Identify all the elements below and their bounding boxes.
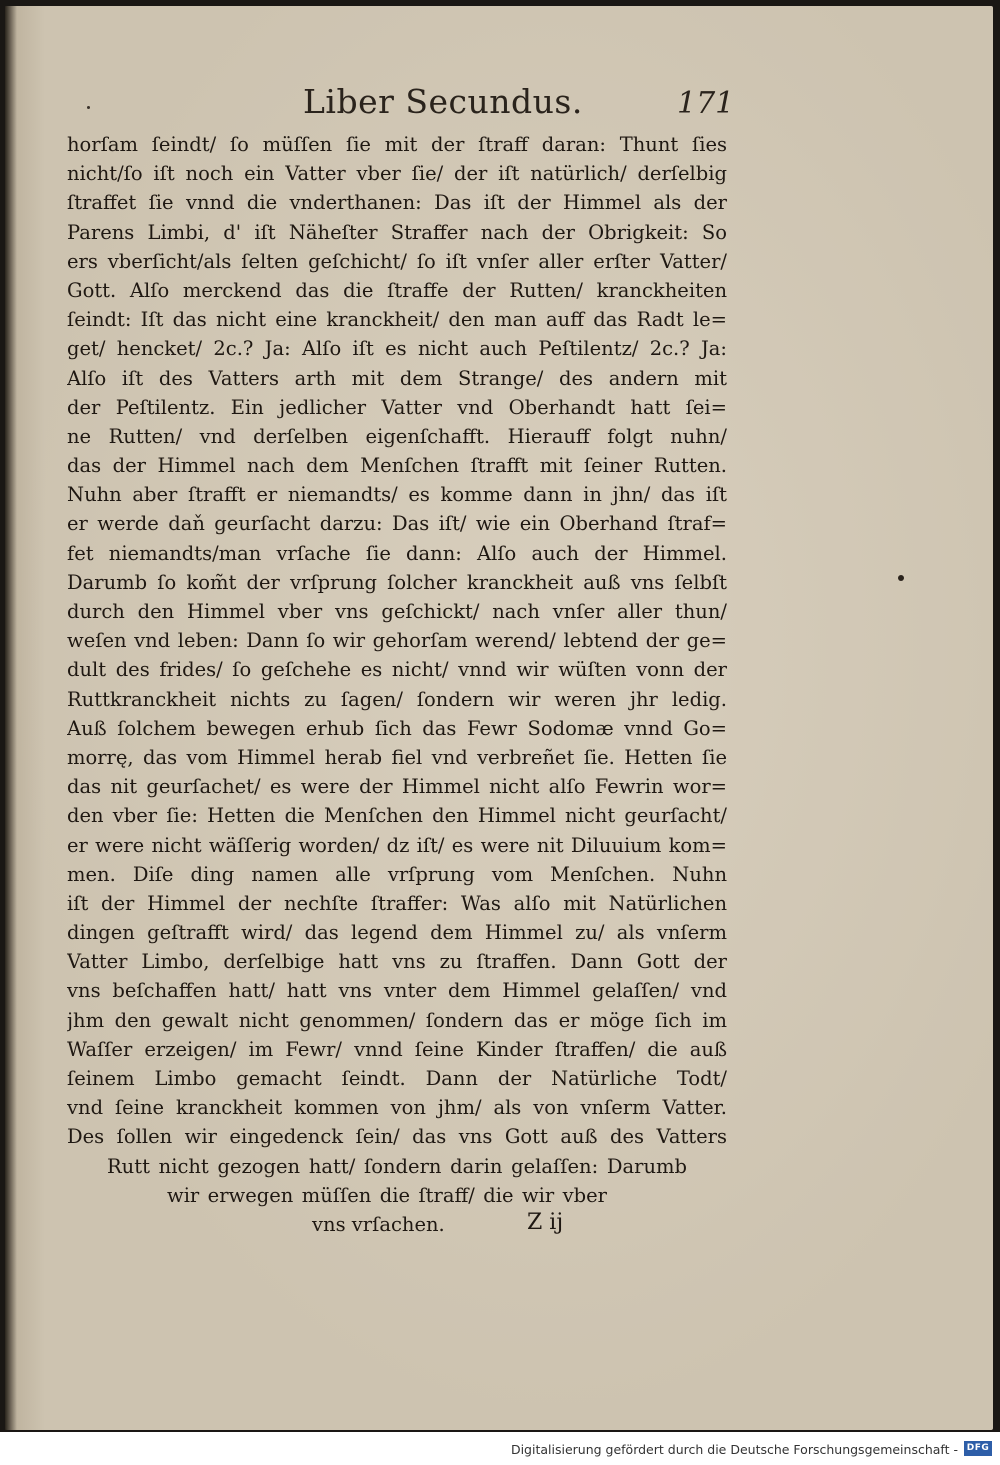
text-line: ers vberſicht/als ſelten geſchicht/ ſo iſt vnſer aller erſter Vatter/	[67, 249, 727, 273]
text-line: Vatter Limbo, derſelbige hatt vns zu ſtraffen. Dann Gott der	[67, 950, 727, 974]
digitization-footer	[0, 1436, 1000, 1465]
text-line: jhm den gewalt nicht genommen/ ſondern das er möge ſich im	[67, 1008, 727, 1032]
page-number: 171	[677, 86, 735, 121]
text-line: nicht/ſo iſt noch ein Vatter vber ſie/ der iſt natürlich/ derſelbig	[67, 162, 727, 186]
text-line: ſeinem Limbo gemacht ſeindt. Dann der Natürliche Todt/	[67, 1067, 727, 1090]
text-line: Gott. Alſo merckend das die ſtraffe der Rutten/ kranckheiten	[67, 278, 727, 302]
dfg-logo: DFG	[964, 1441, 992, 1456]
text-line: das nit geurſachet/ es were der Himmel nicht alſo Fewrin wor=	[67, 775, 727, 799]
text-line: das der Himmel nach dem Menſchen ſtrafft mit ſeiner Rutten.	[67, 454, 727, 478]
signature-mark: Z ij	[527, 1210, 564, 1235]
text-line: Des ſollen wir eingedenck ſein/ das vns Gott auß des Vatters	[67, 1125, 727, 1149]
text-line: ſeindt: Iſt das nicht eine kranckheit/ den man auff das Radt le=	[67, 308, 727, 332]
running-title: Liber Secundus.	[303, 82, 583, 121]
text-line: er werde daň geurſacht darzu: Das iſt/ wie ein Oberhand ſtraf=	[67, 512, 727, 536]
text-line: Parens Limbi, d' iſt Näheſter Straffer nach der Obrigkeit: So	[67, 220, 727, 244]
text-line: men. Diſe ding namen alle vrſprung vom Menſchen. Nuhn	[67, 862, 727, 886]
margin-ink-mark	[898, 575, 904, 581]
book-page	[5, 6, 993, 1430]
text-line: Auß ſolchem bewegen erhub ſich das Fewr Sodomæ vnnd Go=	[67, 716, 727, 740]
text-line: ſtraffet ſie vnnd die vnderthanen: Das iſt der Himmel als der	[67, 191, 727, 215]
text-line: er were nicht wäſſerig worden/ dz iſt/ es were nit Diluuium kom=	[67, 833, 727, 857]
text-line: Darumb ſo kom̃t der vrſprung ſolcher kranckheit auß vns ſelbſt	[67, 570, 727, 594]
text-line: dingen geſtrafft wird/ das legend dem Himmel zu/ als vnſerm	[67, 921, 727, 945]
text-line: horſam ſeindt/ ſo müſſen ſie mit der ſtraff daran: Thunt ſies	[67, 133, 727, 156]
funding-credit-text: Digitalisierung gefördert durch die Deutsche Forschungsgemeinschaft -	[510, 1442, 958, 1457]
text-line-tapered: vns vrſachen.	[312, 1212, 445, 1236]
body-text	[67, 130, 727, 1239]
text-line-tapered: wir erwegen müſſen die ſtraff/ die wir vber	[167, 1183, 607, 1207]
text-line: Alſo iſt des Vatters arth mit dem Strange/ des andern mit	[67, 366, 727, 390]
text-line: weſen vnd leben: Dann ſo wir gehorſam werend/ lebtend der ge=	[67, 629, 727, 653]
text-line: vns beſchaffen hatt/ hatt vns vnter dem Himmel gelaſſen/ vnd	[67, 979, 727, 1003]
text-line: durch den Himmel vber vns geſchickt/ nach vnſer aller thun/	[67, 600, 727, 623]
text-line: Nuhn aber ſtrafft er niemandts/ es komme dann in jhn/ das iſt	[67, 483, 727, 507]
text-line: ne Rutten/ vnd derſelben eigenſchafft. Hierauff folgt nuhn/	[67, 424, 727, 448]
text-line: Waſſer erzeigen/ im Fewr/ vnnd ſeine Kinder ſtraffen/ die auß	[67, 1037, 727, 1061]
text-line: Ruttkranckheit nichts zu ſagen/ ſondern wir weren jhr ledig.	[67, 687, 727, 711]
text-line: dult des frides/ ſo geſchehe es nicht/ vnnd wir wüſten vonn der	[67, 658, 727, 682]
text-line: den vber ſie: Hetten die Menſchen den Himmel nicht geurſacht/	[67, 804, 727, 828]
ink-dot-mark	[87, 106, 90, 109]
text-line: get/ hencket/ 2c.? Ja: Alſo iſt es nicht auch Peſtilentz/ 2c.? Ja:	[67, 337, 727, 361]
text-line: fet niemandts/man vrſache ſie dann: Alſo auch der Himmel.	[67, 541, 727, 565]
page-header	[5, 78, 993, 130]
text-line: iſt der Himmel der nechſte ſtraffer: Was alſo mit Natürlichen	[67, 891, 727, 915]
text-line: morrę, das vom Himmel herab fiel vnd verbreñet ſie. Hetten ſie	[67, 745, 727, 769]
text-line-tapered: Rutt nicht gezogen hatt/ ſondern darin gelaſſen: Darumb	[107, 1154, 687, 1178]
text-line: vnd ſeine kranckheit kommen von jhm/ als von vnſerm Vatter.	[67, 1096, 727, 1120]
page-gutter-shadow	[5, 6, 17, 1430]
text-line: der Peſtilentz. Ein jedlicher Vatter vnd Oberhandt hatt ſei=	[67, 395, 727, 419]
